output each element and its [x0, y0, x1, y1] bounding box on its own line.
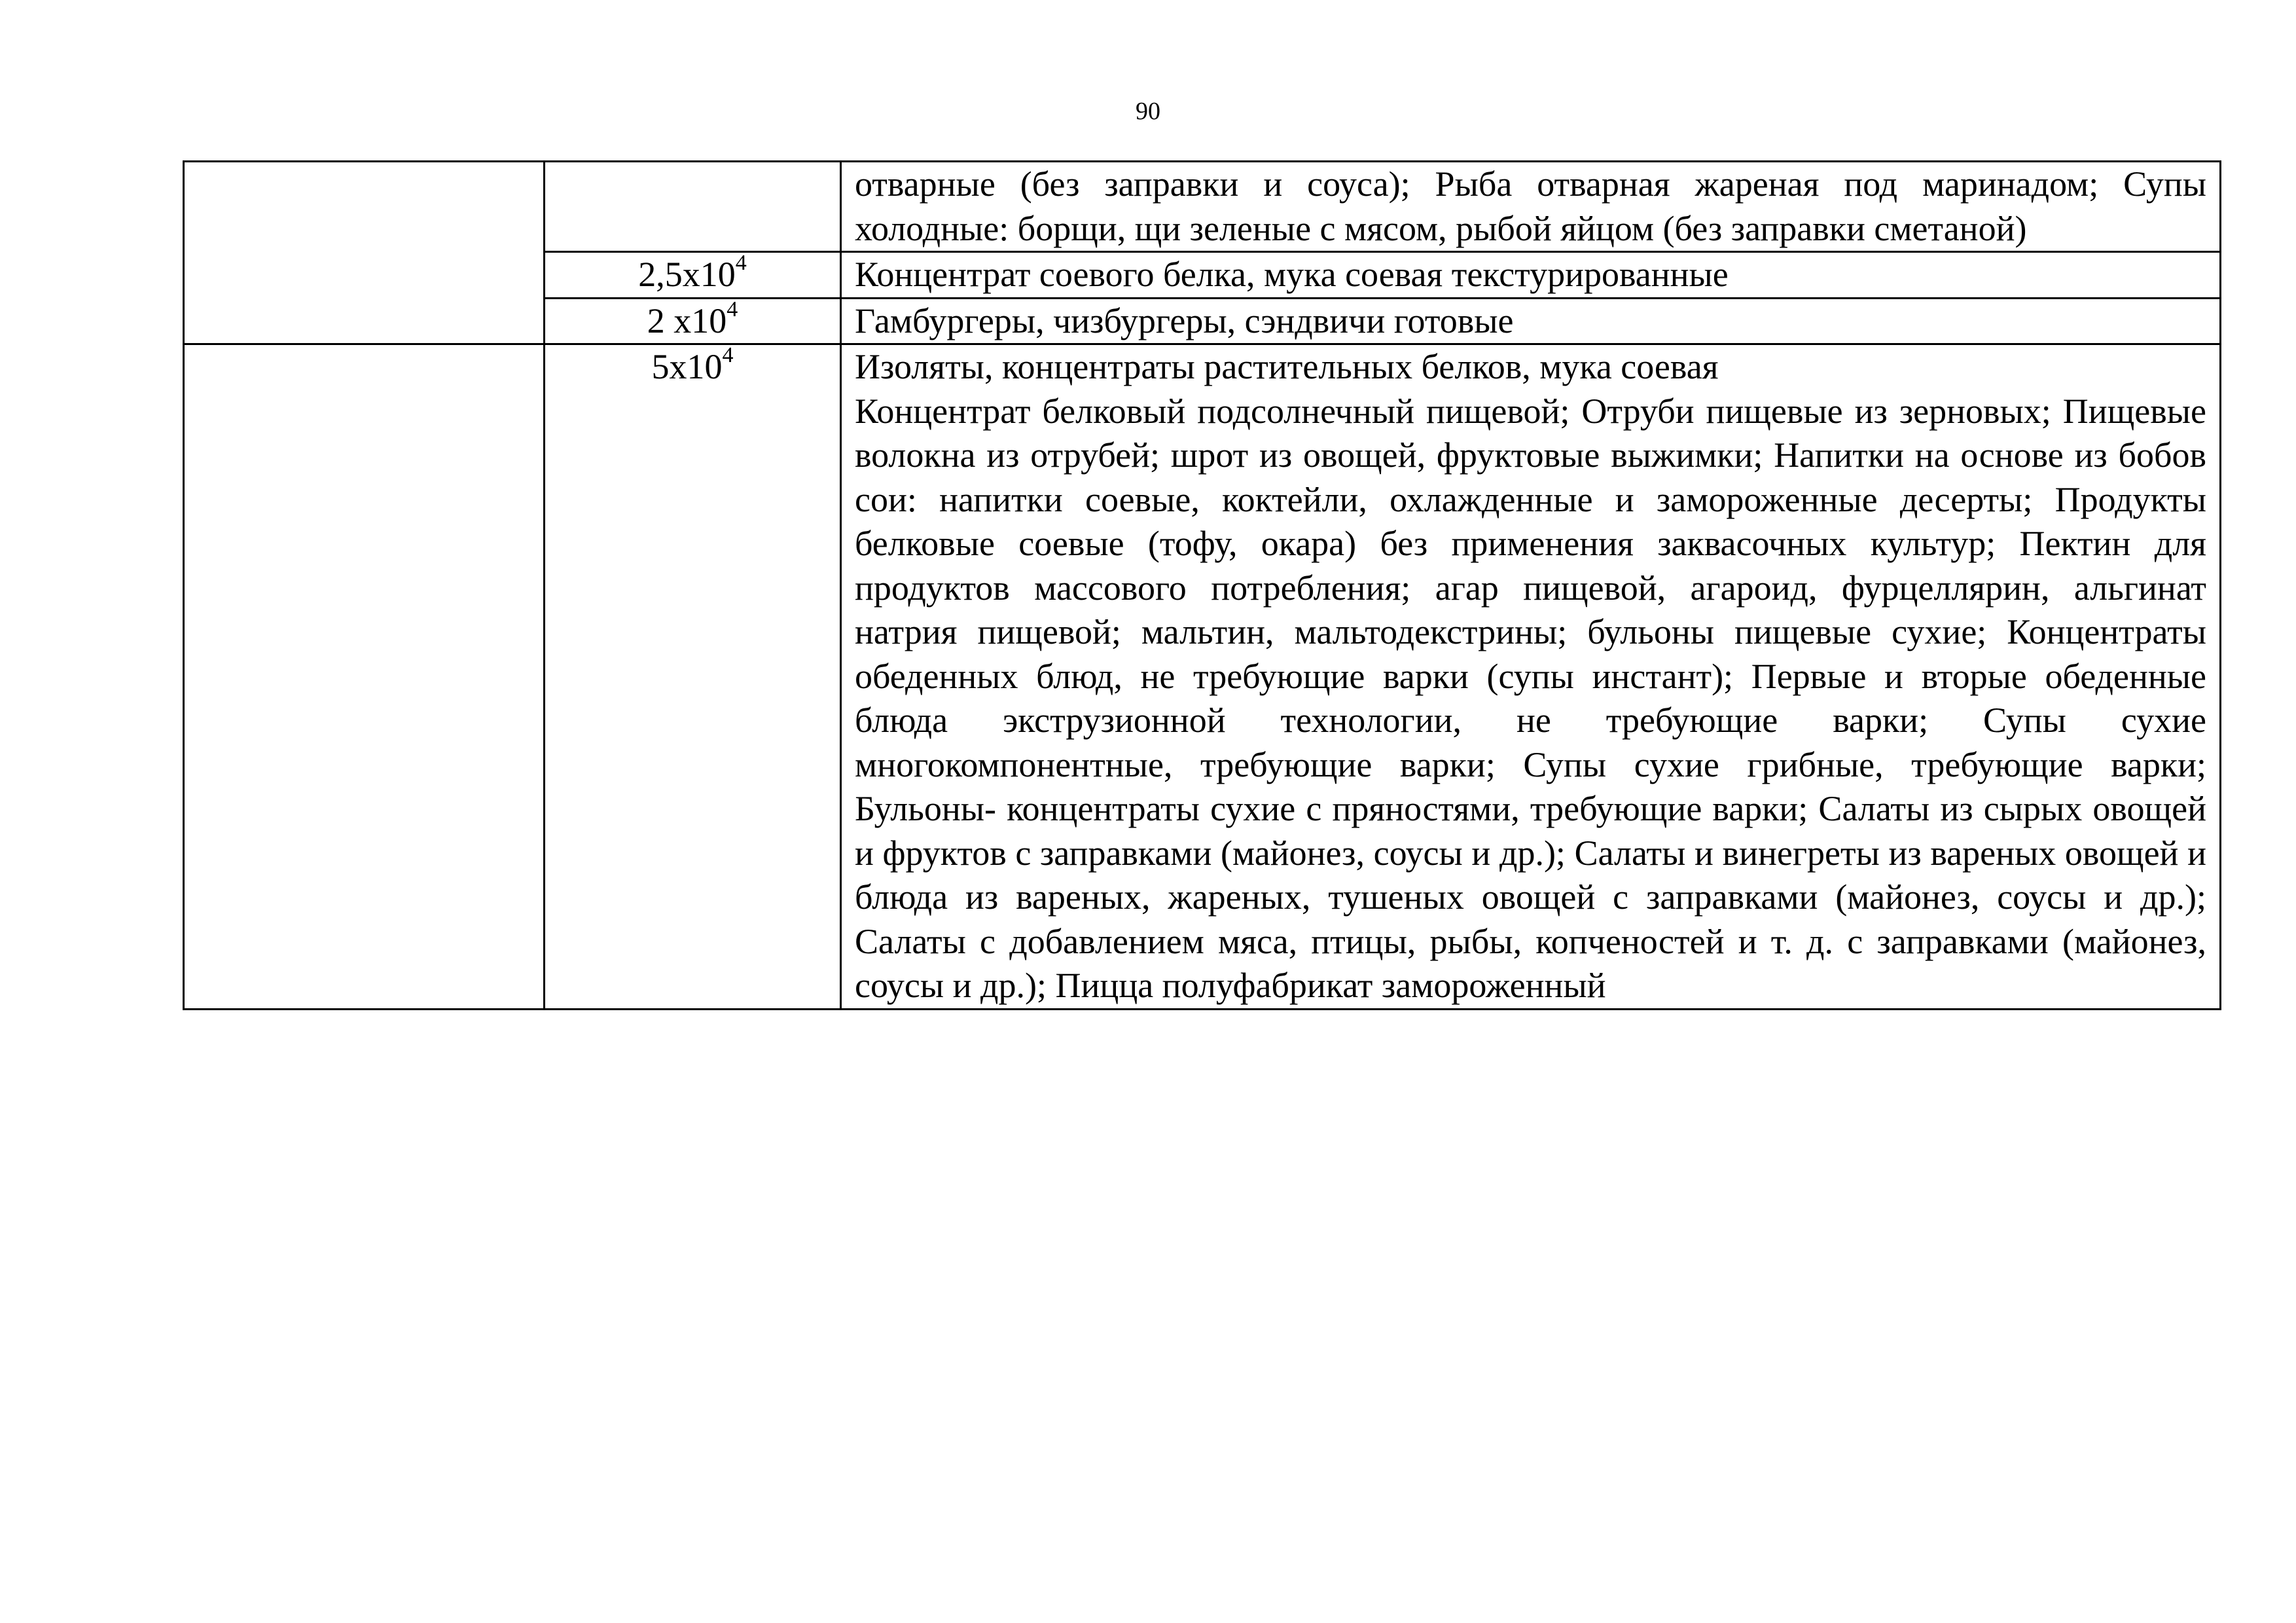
regulation-table: [183, 160, 2221, 1010]
products-text: Концентрат белковый подсолнечный пищевой; Отруби пищевые из зерновых; Пищевые волокна из отрубей; шрот из овощей, фруктовые выжимки; Напитки на основе из бобов сои: напитки соевые, коктейли, охлажденные и замороженные десерты; Продукты белковые соевые (тофу, окара) без применения заквасочных культур; Пектин для продуктов массового потребления; агар пищевой, агароид, фурцеллярин, альгинат натрия пищевой; мальтин, мальтодекстрины; бульоны пищевые сухие; Концентраты обеденных блюд, не требующие варки (супы инстант); Первые и вторые обеденные блюда экструзионной технологии, не требующие варки; Супы сухие многокомпонентные, требующие варки; Супы сухие грибные, требующие варки; Бульоны- концентраты сухие с пряностями, требующие варки; Салаты из сырых овощей и фруктов с заправками (майонез, соусы и др.); Салаты и винегреты из вареных овощей и блюда из вареных, жареных, тушеных овощей с заправками (майонез, соусы и др.); Салаты с добавлением мяса, птицы, рыбы, копченостей и т. д. с заправками (майонез, соусы и др.); Пицца полуфабрикат замороженный: [855, 391, 2206, 1005]
dose-cell: [545, 298, 841, 344]
dose-cell: [545, 162, 841, 252]
products-text: отварные (без заправки и соуса); Рыба отварная жареная под маринадом; Супы холодные: борщи, щи зеленые с мясом, рыбой яйцом (без заправки сметаной): [855, 164, 2206, 248]
products-cell: [841, 252, 2221, 299]
products-cell: [841, 344, 2221, 1010]
dose-cell: [545, 344, 841, 1010]
dose-exponent: 4: [726, 297, 738, 321]
dose-value: 2,5x10: [638, 255, 736, 294]
dose-value: 5x10: [651, 347, 723, 386]
table-row: [184, 344, 2221, 1010]
products-text: Концентрат соевого белка, мука соевая текстурированные: [855, 255, 1729, 294]
products-text: Гамбургеры, чизбургеры, сэндвичи готовые: [855, 301, 1514, 340]
dose-cell: [545, 252, 841, 299]
products-first-line: Изоляты, концентраты растительных белков, мука соевая: [855, 347, 1719, 386]
table-row: [184, 162, 2221, 252]
dose-value: 2 x10: [647, 301, 727, 340]
dose-exponent: 4: [722, 343, 734, 367]
products-cell: [841, 298, 2221, 344]
category-cell: [184, 162, 545, 344]
dose-exponent: 4: [735, 251, 747, 275]
page-number: 90: [1136, 98, 1160, 125]
products-cell: [841, 162, 2221, 252]
category-cell: [184, 344, 545, 1010]
